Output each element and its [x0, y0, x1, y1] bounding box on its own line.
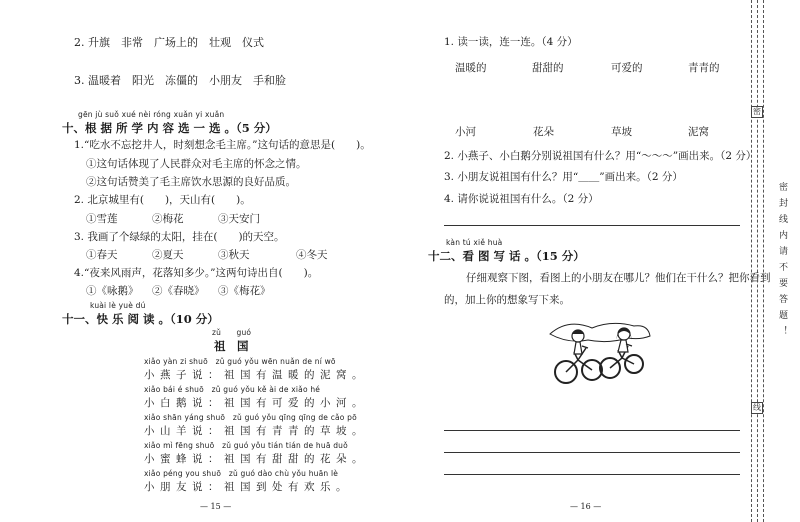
left-page-number: — 15 — [200, 502, 232, 511]
s10-q3-opt2: ②夏天 [152, 249, 184, 261]
section12-title: 十二、看 图 写 话 。（15 分） [428, 249, 585, 263]
boy-hair [572, 330, 584, 334]
binding-dashed-line-3 [763, 0, 764, 522]
seal-line-notice: 密封线内请不要答题！ [777, 182, 787, 342]
s10-q2-opt1: ①雪莲 [86, 213, 118, 225]
r-q4: 4. 请你说说祖国有什么。（2 分） [444, 193, 599, 205]
seal-box-top: 密 [753, 107, 761, 116]
poem-line4: 小蜜蜂说：祖国有甜甜的花朵。 [144, 453, 368, 465]
r-q3: 3. 小朋友说祖国有什么？用“＿＿”画出来。（2 分） [444, 171, 683, 183]
binding-dashed-line-1 [751, 0, 752, 522]
poem-title-pinyin: zǔ guó [212, 328, 252, 337]
s10-q1-opt2: ②这句话赞美了毛主席饮水思源的良好品质。 [86, 176, 296, 188]
s10-q4-opt3: ③《梅花》 [218, 285, 271, 297]
section12-prompt-line1: 仔细观察下图，看图上的小朋友在哪儿？他们在干什么？把你看到 [466, 272, 771, 284]
illustration-wind-cloud [550, 323, 650, 341]
s10-q2: 2. 北京城里有( )，天山有( )。 [74, 194, 251, 206]
q3-words: 3. 温暖着 阳光 冻僵的 小朋友 手和脸 [74, 74, 286, 87]
s10-q3: 3. 我画了个绿绿的太阳，挂在( )的天空。 [74, 231, 285, 243]
answer-line-q4[interactable] [444, 225, 740, 226]
children-biking-illustration [548, 318, 652, 390]
poem-line3-pinyin: xiǎo shān yáng shuō zǔ guó yǒu qīng qīng de cǎo pō [144, 413, 357, 422]
r-q1: 1. 读一读，连一连。（4 分） [444, 36, 578, 48]
top-word-3: 可爱的 [611, 62, 643, 74]
section12-prompt-line2: 的，加上你的想象写下来。 [444, 294, 570, 306]
bottom-word-1: 小河 [455, 126, 476, 138]
top-word-2: 甜甜的 [532, 62, 564, 74]
poem-line5: 小朋友说：祖国到处有欢乐。 [144, 481, 352, 493]
r-q2: 2. 小燕子、小白鹅分别说祖国有什么？用“～～～”画出来。（2 分） [444, 150, 757, 162]
bottom-word-3: 草坡 [611, 126, 632, 138]
bottom-word-2: 花朵 [533, 126, 554, 138]
s10-q2-opt3: ③天安门 [218, 213, 260, 225]
top-word-1: 温暖的 [455, 62, 487, 74]
section11-pinyin: kuài lè yuè dú [90, 301, 146, 310]
s10-q1-opt1: ①这句话体现了人民群众对毛主席的怀念之情。 [86, 158, 307, 170]
section10-title: 十、根 据 所 学 内 容 选 一 选 。（5 分） [62, 121, 277, 135]
poem-line3: 小山羊说：祖国有青青的草坡。 [144, 425, 368, 437]
s10-q3-opt4: ④冬天 [296, 249, 328, 261]
poem-line4-pinyin: xiǎo mì fēng shuō zǔ guó yǒu tián tián de huā duǒ [144, 441, 348, 450]
s10-q4-opt1: ①《咏鹅》 [86, 285, 139, 297]
s10-q2-opt2: ②梅花 [152, 213, 184, 225]
s10-q4-opt2: ②《春晓》 [152, 285, 205, 297]
poem-line5-pinyin: xiǎo péng you shuō zǔ guó dào chù yǒu huān lè [144, 469, 339, 478]
girl-body [618, 340, 632, 352]
poem-line2: 小白鹅说：祖国有可爱的小河。 [144, 397, 368, 409]
section11-title: 十一、快 乐 阅 读 。（10 分） [62, 312, 219, 326]
binding-dashed-line-2 [757, 0, 758, 522]
poem-line1: 小燕子说：祖国有温暖的泥窝。 [144, 369, 368, 381]
writing-line-2[interactable] [444, 452, 740, 453]
poem-line1-pinyin: xiǎo yàn zi shuō zǔ guó yǒu wēn nuǎn de ní wō [144, 357, 336, 366]
section10-pinyin: gēn jù suǒ xué nèi róng xuǎn yi xuǎn [78, 110, 225, 119]
top-word-4: 青青的 [688, 62, 720, 74]
seal-box-bottom: 线 [753, 403, 761, 412]
s10-q4: 4.“夜来风雨声，花落知多少。”这两句诗出自( )。 [74, 267, 319, 279]
s10-q1: 1.“吃水不忘挖井人，时刻想念毛主席。”这句话的意思是( )。 [74, 139, 371, 151]
s10-q3-opt3: ③秋天 [218, 249, 250, 261]
q2-words: 2. 升旗 非常 广场上的 壮观 仪式 [74, 36, 264, 49]
bottom-word-4: 泥窝 [688, 126, 709, 138]
poem-line2-pinyin: xiǎo bái é shuō zǔ guó yǒu kě ài de xiǎo hé [144, 385, 321, 394]
s10-q3-opt1: ①春天 [86, 249, 118, 261]
writing-line-1[interactable] [444, 430, 740, 431]
right-page-number: — 16 — [570, 502, 602, 511]
poem-title: 祖 国 [214, 339, 249, 353]
writing-line-3[interactable] [444, 474, 740, 475]
section12-pinyin: kàn tú xiě huà [446, 238, 503, 247]
